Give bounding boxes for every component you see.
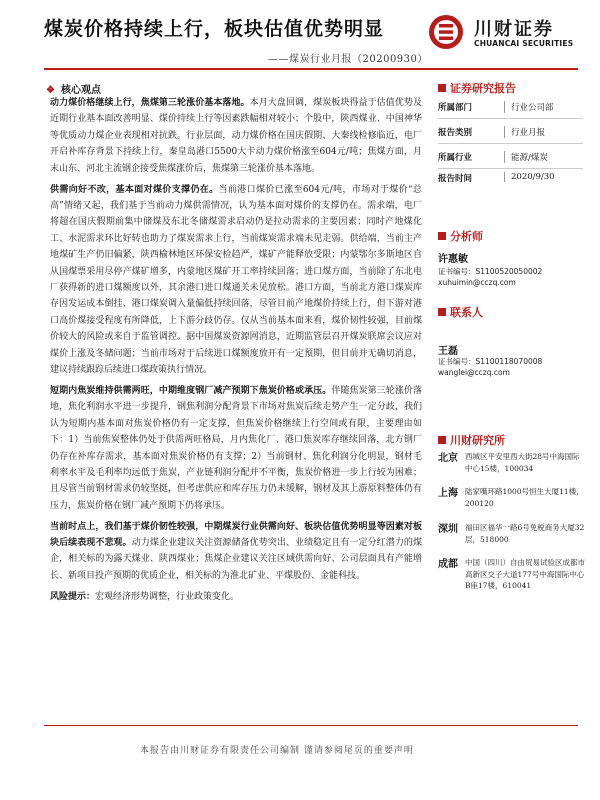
diamond-icon: ❖ bbox=[46, 85, 55, 96]
contact-email[interactable]: wanglei@cczq.com bbox=[438, 368, 510, 377]
paragraph-body: 动力煤企业建议关注资源储备优势突出、业绩稳定且有一定分红潜力的煤企，相关标的为露天煤业、陕西煤业；焦煤企业建议关注区域供需向好、公司层面具有产能增长、新项目投产预期的优质企业，相关标的为淮北矿业、平煤股份、金能科技。 bbox=[50, 538, 422, 581]
contact-heading-text: 联系人 bbox=[450, 306, 483, 319]
contact-heading bbox=[438, 304, 483, 320]
info-key: 报告时间 bbox=[438, 174, 473, 184]
footer-divider bbox=[44, 725, 578, 726]
info-value: 行业公司部 bbox=[504, 101, 554, 113]
paragraph bbox=[50, 95, 422, 177]
office-city: 北京 bbox=[438, 453, 458, 464]
info-value: 行业月报 bbox=[504, 126, 545, 138]
paragraph-body: 当前港口煤价已涨至604元/吨，市场对于煤价“总高”情绪又起，我们基于当前动力煤供需情况，认为基本面对煤价的支撑仍在。需求端，电厂将超在国庆假期前集中储煤及东北冬储煤需求启动仍是拉动需求的主要因素；同时产地煤化工、水泥需求环比好转也助力了煤炭需求上行，当前煤炭需求端未见走弱。供给端，当前主产地煤矿生产仍旧偏紧，陕西榆林地区环保安检趋严，煤矿产能释放受限；内蒙鄂尔多斯地区自从国煤票采用尽停产煤矿增多，内蒙地区煤矿开工率持续回落；进口煤方面，当前除了东北电厂获得新的进口煤额度以外，其余港口进口煤通关未见放松。港口方面，当前北方港口煤炭库存因发运成本倒挂、港口煤炭调入量偏低持续回落，尽管目前产地煤价持续上行，但下游对港口高价煤接受程度有所降低，上下游分歧仍存。仅从当前基本面来看，煤价韧性较强，目前煤价较大的风险或来自于监管调控。据中国煤炭资源网消息，近期监管层召开煤炭联席会议应对煤价上涨及冬储问题；当前市场对于后续进口煤额度放开有一定预期，但目前并无确切消息，建议持续跟踪后续进口煤政策执行情况。 bbox=[50, 184, 422, 375]
paragraph-body: 伴随焦炭第三轮涨价落地，焦化利润水平进一步提升，钢焦利润分配背景下市场对焦炭后续走势产生一定分歧，我们认为短期内基本面对焦炭价格仍有一定支撑，但焦炭价格继续上行空间或有限，主要理由如下：1）当前焦炭整体仍处于供需两旺格局，月内焦化厂、港口焦炭库存继续回落，北方钢厂仍存在补库存需求，基本面对焦炭价格仍有支撑；2）当前钢材、焦化利润分化明显，钢材毛利率水平及毛利率均远低于焦炭，产业链利润分配并不平衡，焦炭价格进一步上行较为困难；且尽管当前钢材需求仍较坚挺，但考虑供应和库存压力仍未缓解，钢材及其上游原料整体仍有压力，焦炭价格在钢厂减产预期下仍将承压。 bbox=[50, 385, 422, 511]
square-bullet-icon bbox=[438, 436, 446, 444]
paragraph-lead: 供需向好不改，基本面对煤价支撑仍在。 bbox=[50, 184, 219, 195]
office-address: 福田区福华一路6号免税商务大厦32层，518000 bbox=[465, 523, 585, 544]
core-heading bbox=[46, 81, 101, 96]
paragraph bbox=[50, 519, 422, 585]
info-divider bbox=[438, 168, 583, 169]
info-row-category bbox=[438, 126, 583, 144]
paragraph-lead: 动力煤价格继续上行，焦煤第三轮涨价基本落地。 bbox=[50, 98, 250, 108]
footer-disclaimer: 本报告由川财证券有限责任公司编制 谨请参阅尾页的重要声明 bbox=[140, 746, 414, 756]
analyst-heading-text: 分析师 bbox=[450, 230, 483, 243]
square-bullet-icon bbox=[438, 232, 446, 240]
square-bullet-icon bbox=[438, 308, 446, 316]
office-city: 上海 bbox=[438, 488, 458, 499]
info-key: 报告类别 bbox=[438, 128, 473, 138]
info-row-department bbox=[438, 101, 583, 119]
report-subtitle: ——煤炭行业月报（20200930） bbox=[268, 54, 428, 65]
paragraph bbox=[50, 383, 422, 514]
paragraph bbox=[50, 182, 422, 379]
office-address: 西城区平安里西大街28号中海国际中心15楼，100034 bbox=[465, 452, 580, 473]
paragraph-body: 本月大盘回调，煤炭板块得益于估值优势及近期行业基本面改善明显、煤价持续上行等因素跌幅相对较小；个股中，陕西煤业、中国神华等优质动力煤企业表现相对抗跌。行业层面，动力煤价格在国庆假期、大秦线检修临近，电厂开启补库存背景下持续上行，秦皇岛港口5500大卡动力煤价格涨至604元/吨；焦煤方面，月末山东、河北主流钢企接受焦煤涨价后，焦煤第三轮涨价基本落地。 bbox=[50, 98, 422, 174]
paragraph-body: 宏观经济形势调整，行业政策变化。 bbox=[95, 591, 240, 602]
core-heading-text: 核心观点 bbox=[60, 85, 101, 96]
institute-heading-text: 川财研究所 bbox=[450, 434, 505, 447]
info-value: 能源/煤炭 bbox=[504, 151, 548, 163]
contact-cert: 证书编号：S1100118070008 bbox=[438, 357, 543, 366]
info-row-industry bbox=[438, 151, 583, 169]
institute-heading bbox=[438, 432, 505, 448]
info-value: 2020/9/30 bbox=[504, 172, 555, 182]
paragraph-lead: 短期内焦炭维持供需两旺，中期维度钢厂减产预期下焦炭价格或承压。 bbox=[50, 385, 332, 396]
analyst-heading bbox=[438, 228, 483, 244]
office-address: 中国（四川）自由贸易试验区成都市高新区交子大道177号中海国际中心B座17楼，610041 bbox=[465, 558, 585, 591]
info-key: 所属行业 bbox=[438, 153, 473, 163]
report-info-heading bbox=[438, 80, 516, 96]
main-body bbox=[50, 95, 422, 610]
office-city: 成都 bbox=[438, 559, 458, 570]
header-divider bbox=[44, 68, 578, 70]
info-row-date bbox=[438, 172, 583, 190]
info-divider bbox=[438, 143, 583, 144]
office-address: 陆家嘴环路1000号恒生大厦11楼，200120 bbox=[465, 487, 584, 508]
contact-name: 王磊 bbox=[438, 346, 458, 357]
analyst-cert: 证书编号：S1100520050002 bbox=[438, 267, 543, 276]
logo-english-name: CHUANCAI SECURITIES bbox=[474, 39, 574, 48]
report-title: 煤炭价格持续上行，板块估值优势明显 bbox=[44, 18, 385, 40]
chuancai-logo-icon bbox=[428, 14, 464, 50]
analyst-name: 许惠敏 bbox=[438, 254, 468, 265]
paragraph-lead: 风险提示： bbox=[50, 591, 96, 602]
office-city: 深圳 bbox=[438, 524, 458, 535]
report-info-heading-text: 证券研究报告 bbox=[450, 82, 516, 95]
analyst-email[interactable]: xuhuimin@cczq.com bbox=[438, 278, 516, 287]
square-bullet-icon bbox=[438, 84, 446, 92]
paragraph bbox=[50, 589, 422, 605]
logo-chinese-name: 川财证券 bbox=[474, 19, 554, 40]
paragraph-lead: 当前时点上，我们基于煤价韧性较强，中期煤炭行业供需向好、板块估值优势明显等因素对板块后续表现不悲观。 bbox=[50, 521, 422, 549]
info-divider bbox=[438, 118, 583, 119]
info-key: 所属部门 bbox=[438, 103, 473, 113]
company-logo bbox=[428, 12, 578, 52]
